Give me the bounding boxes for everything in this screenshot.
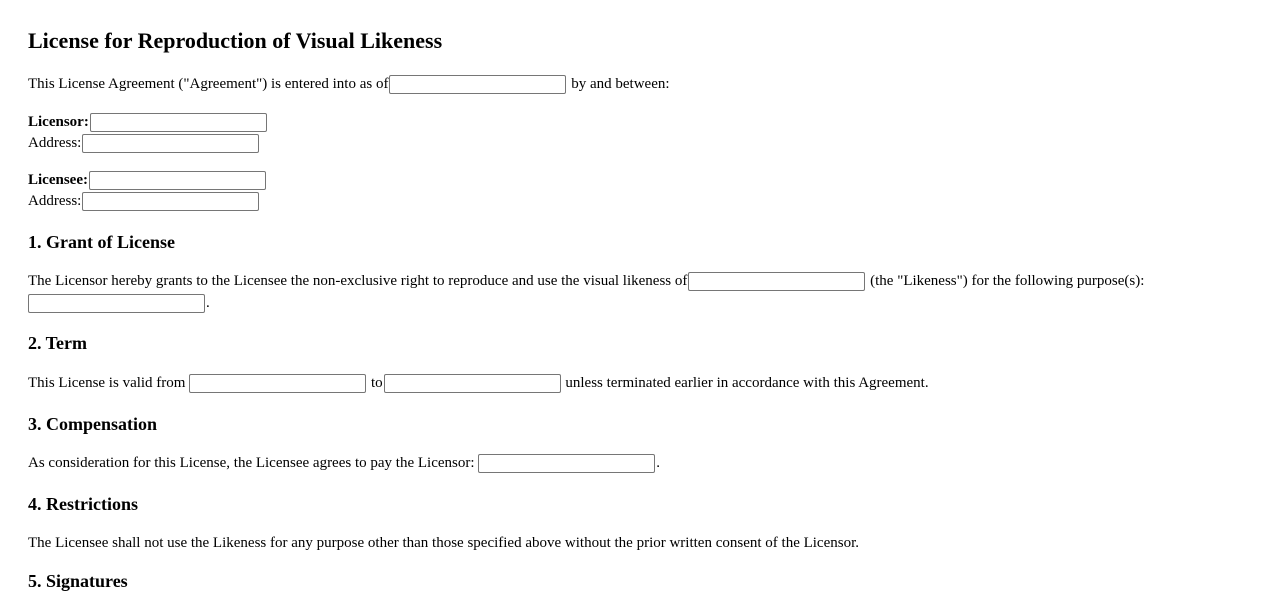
term-text-after: unless terminated earlier in accordance with this Agreement. bbox=[565, 375, 929, 391]
licensor-name-input[interactable] bbox=[90, 113, 267, 132]
grant-text: The Licensor hereby grants to the Licensee the non-exclusive right to reproduce and use the visual likeness of bbox=[28, 273, 688, 289]
intro-text: This License Agreement ("Agreement") is entered into as of bbox=[28, 76, 389, 92]
grant-purpose-line bbox=[28, 293, 210, 313]
term-to-input[interactable] bbox=[384, 374, 561, 393]
licensee-name-input[interactable] bbox=[89, 171, 266, 190]
intro-text-after: by and between: bbox=[571, 76, 670, 92]
intro-line bbox=[28, 74, 670, 94]
licensor-address-label: Address: bbox=[28, 135, 82, 151]
term-to-label: to bbox=[370, 375, 383, 391]
grant-line bbox=[28, 271, 1144, 291]
licensee-address-label: Address: bbox=[28, 193, 82, 209]
compensation-period: . bbox=[656, 455, 661, 471]
grant-period: . bbox=[206, 295, 210, 311]
licensor-line bbox=[28, 112, 268, 132]
section-heading-term: 2. Term bbox=[28, 333, 88, 353]
likeness-input[interactable] bbox=[688, 272, 865, 291]
agreement-date-input[interactable] bbox=[389, 75, 566, 94]
licensor-address-line bbox=[28, 133, 260, 153]
grant-text-after: (the "Likeness") for the following purpose(s): bbox=[870, 273, 1145, 289]
licensee-address-line bbox=[28, 191, 260, 211]
page-title: License for Reproduction of Visual Likeness bbox=[28, 28, 443, 53]
licensor-label: Licensor: bbox=[28, 114, 89, 130]
purpose-input[interactable] bbox=[28, 294, 205, 313]
compensation-input[interactable] bbox=[478, 454, 655, 473]
restrictions-text: The Licensee shall not use the Likeness for any purpose other than those specified above without the prior written consent of the Licensor. bbox=[28, 535, 860, 551]
licensee-line bbox=[28, 170, 267, 190]
compensation-line bbox=[28, 453, 660, 473]
term-line bbox=[28, 373, 929, 393]
licensee-address-input[interactable] bbox=[82, 192, 259, 211]
section-heading-compensation: 3. Compensation bbox=[28, 414, 158, 434]
term-text: This License is valid from bbox=[28, 375, 186, 391]
section-heading-restrictions: 4. Restrictions bbox=[28, 494, 138, 514]
term-from-input[interactable] bbox=[189, 374, 366, 393]
licensee-label: Licensee: bbox=[28, 172, 88, 188]
licensor-address-input[interactable] bbox=[82, 134, 259, 153]
section-heading-grant: 1. Grant of License bbox=[28, 232, 175, 252]
section-heading-signatures: 5. Signatures bbox=[28, 571, 128, 591]
compensation-text: As consideration for this License, the Licensee agrees to pay the Licensor: bbox=[28, 455, 475, 471]
